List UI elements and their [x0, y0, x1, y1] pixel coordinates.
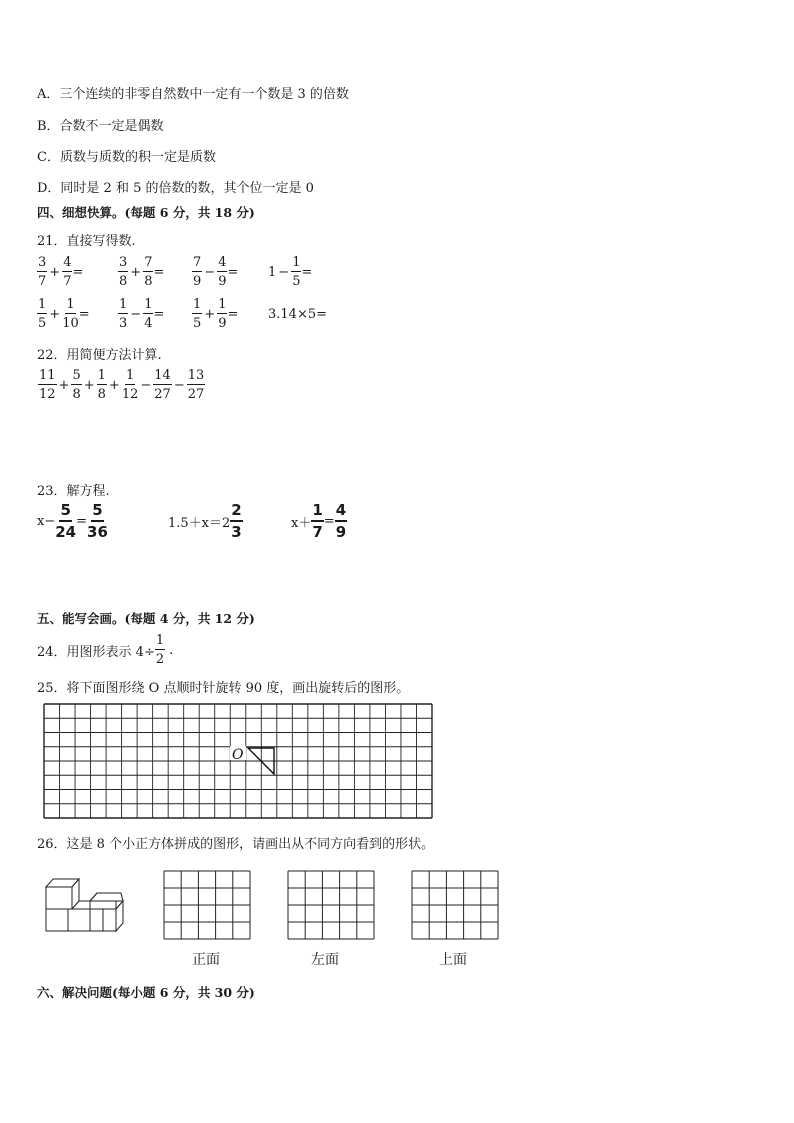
q23-equation-1: x− $\frac{5}{24}$ = $\frac{5}{36}$: [37, 501, 108, 541]
cube-stack-figure: [43, 875, 125, 935]
q21-expr-1: $\frac{3}{7}$ + $\frac{4}{7}$ =: [38, 255, 84, 289]
q23-title: 23．解方程.: [37, 484, 110, 499]
q26-title: 26．这是 8 个小正方体拼成的图形，请画出从不同方向看到的形状。: [37, 837, 435, 852]
fraction: $\frac{1}{12}$: [121, 368, 139, 402]
fraction: $\frac{13}{27}$: [187, 368, 205, 402]
q23-equation-2: 1.5＋x＝2 $\frac{2}{3}$: [168, 501, 242, 541]
q21-expr-2: $\frac{3}{8}$ + $\frac{7}{8}$ =: [119, 255, 165, 289]
front-view-label: 正面: [192, 952, 220, 968]
fraction: $\frac{4}{9}$: [218, 255, 227, 289]
fraction: $\frac{5}{8}$: [72, 368, 81, 402]
q23-equation-3: x＋ $\frac{1}{7}$ = $\frac{4}{9}$: [291, 501, 347, 541]
fraction: $\frac{4}{9}$: [335, 501, 347, 541]
q21-expr-5: $\frac{1}{5}$ + $\frac{1}{10}$ =: [38, 297, 90, 331]
fraction: $\frac{1}{8}$: [97, 368, 106, 402]
fraction: $\frac{11}{12}$: [39, 368, 56, 402]
option-b: B．合数不一定是偶数: [37, 119, 164, 134]
left-view-label: 左面: [311, 952, 339, 968]
q24-title: 24．用图形表示 4÷ $\frac{1}{2}$ .: [37, 633, 174, 667]
fraction: $\frac{1}{10}$: [62, 297, 79, 331]
fraction: $\frac{7}{9}$: [193, 255, 202, 289]
fraction: $\frac{1}{4}$: [144, 297, 153, 331]
section-5-title: 五、能写会画。(每题 4 分，共 12 分): [37, 611, 255, 626]
fraction: $\frac{1}{7}$: [312, 501, 323, 541]
fraction: $\frac{1}{3}$: [119, 297, 128, 331]
fraction: $\frac{1}{5}$: [292, 255, 301, 289]
left-view-grid[interactable]: [287, 870, 375, 940]
q22-title: 22．用简便方法计算.: [37, 348, 162, 363]
fraction: $\frac{1}{5}$: [193, 297, 202, 331]
option-a: A．三个连续的非零自然数中一定有一个数是 3 的倍数: [37, 87, 349, 102]
option-c: C．质数与质数的积一定是质数: [37, 150, 216, 165]
top-view-label: 上面: [439, 952, 467, 968]
point-o-label: O: [232, 747, 244, 763]
top-view-grid[interactable]: [411, 870, 499, 940]
rotation-grid: [42, 702, 434, 822]
q21-expr-4: 1 − $\frac{1}{5}$ =: [268, 255, 313, 289]
fraction: $\frac{2}{3}$: [231, 501, 242, 541]
fraction: $\frac{1}{2}$: [155, 633, 165, 667]
q22-expression: $\frac{11}{12}$ + $\frac{5}{8}$ + $\frac{1}{8}$ + $\frac{1}{12}$ − $\frac{14}{27}$ − $\frac{13}{27}$: [39, 368, 205, 402]
fraction: $\frac{1}{5}$: [38, 297, 47, 331]
q21-expr-8: 3.14×5=: [268, 307, 328, 322]
front-view-grid[interactable]: [163, 870, 251, 940]
q21-expr-3: $\frac{7}{9}$ − $\frac{4}{9}$ =: [193, 255, 239, 289]
fraction: $\frac{5}{36}$: [87, 501, 108, 541]
option-d: D．同时是 2 和 5 的倍数的数，其个位一定是 0: [37, 181, 314, 196]
q21-expr-6: $\frac{1}{3}$ − $\frac{1}{4}$ =: [119, 297, 165, 331]
q21-title: 21．直接写得数.: [37, 234, 136, 249]
fraction: $\frac{1}{9}$: [218, 297, 227, 331]
fraction: $\frac{7}{8}$: [144, 255, 153, 289]
q25-title: 25．将下面图形绕 O 点顺时针旋转 90 度，画出旋转后的图形。: [37, 681, 410, 696]
fraction: $\frac{3}{8}$: [119, 255, 128, 289]
fraction: $\frac{5}{24}$: [55, 501, 77, 541]
section-6-title: 六、解决问题(每小题 6 分，共 30 分): [37, 985, 255, 1000]
fraction: $\frac{4}{7}$: [63, 255, 72, 289]
section-4-title: 四、细想快算。(每题 6 分，共 18 分): [37, 205, 255, 220]
fraction: $\frac{14}{27}$: [154, 368, 171, 402]
fraction: $\frac{3}{7}$: [38, 255, 47, 289]
q21-expr-7: $\frac{1}{5}$ + $\frac{1}{9}$ =: [193, 297, 239, 331]
